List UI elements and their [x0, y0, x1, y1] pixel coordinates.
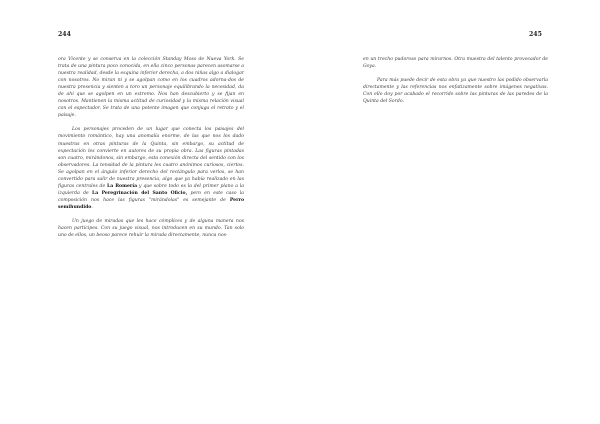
paragraph-text: Los personajes proceden de un lugar que conecta los paisajes del movimiento romántico, hay una anomalía enorme, de las que nos los dado muestras en otras pinturas de la Quinta, sin embargo, su actitud de expectación les convierte en autores de su propia obra. Las figuras pintadas son cuatro, mirándonos, sin embargo, esta conexión directa del sentido con los observadores. La tensidad de la pintura les cuatro anónimos curiosos, ciertos. Se agolpan en el ángulo inferior derecho del rectángulo para verlos, se han convertido para salir de nuestra presencia, algo que ya había realizado en las figuras centrales de: [58, 127, 244, 189]
paragraph-text: .: [91, 204, 93, 210]
left-page-text: [58, 56, 244, 239]
artwork-title: Perro semihundido: [58, 197, 245, 210]
left-page-number: 244: [58, 31, 71, 38]
paragraph: [363, 77, 548, 105]
paragraph-text: pero en este caso la composición nos hace las figuras "mirándolas" es semejante de: [58, 190, 244, 203]
paragraph-text: en un trecho pudoroso para mirarnos. Otra muestra del talento provocador de Goya.: [363, 57, 548, 70]
paragraph: [363, 56, 548, 70]
artwork-title: La Romería: [107, 183, 138, 189]
paragraph-text: Para más puede decir de esta obra ya que nuestro las podido observarla directamente y las referencias nos enfatizamente sobre imágenes negativas. Con ello doy por acabado el recorrido sobre las pinturas de las paredes de la Quinta del Sordo.: [363, 78, 548, 105]
right-page-number: 245: [529, 31, 542, 38]
paragraph-text: ora Vicente y se conserva en la colección Standay Moss de Nueva York. Se trata de una pintura poco conocida, en ella cinco personas parecen asomarse a nuestra realidad, desde la esquina inferior derecha, a dos niñas algo a dialogar con nosotros. No miran ni y se agolpan como en los cuadros adorna-dos de nuestra presencia y sienten a toro un personaje equilibrando la necesidad, da de ahí que se agolpen en un extremo. Nos han descubierto y se fijan en nosotros. Mantienen la misma actitud de curiosidad y la misma relación visual con el espectador. Se trata de una potente imagen que conjuga el retrato y el paisaje.: [58, 57, 244, 119]
paragraph: [58, 56, 244, 119]
paragraph-text: y que sobre todo es la del primer plano a la izquierda de: [58, 183, 244, 196]
paragraph-text: Un juego de miradas que les hace cómplices y de alguna manera nos hacen partícipes. Con su juego visual, nos introducen en su mundo. Tan solo uno de ellos, un beoso parece rehuir la mirada directamente, nunca nos-: [58, 218, 244, 239]
paragraph: [58, 126, 244, 211]
right-page-text: [363, 56, 548, 105]
paragraph: [58, 218, 244, 239]
artwork-title: La Peregrinación del Santo Oficio,: [92, 190, 188, 196]
